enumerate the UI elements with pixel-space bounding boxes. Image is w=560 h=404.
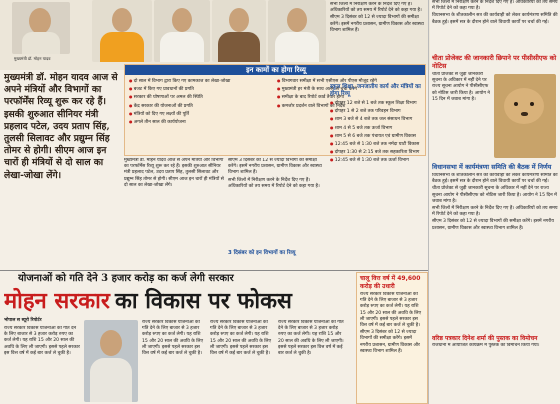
review-item: ● अगले तीन साल की कार्ययोजना — [129, 119, 269, 126]
minister-photo-1 — [92, 0, 152, 62]
headline-rest: का विकास पर फोकस — [114, 288, 292, 314]
body-text: सभी जिलों में निरीक्षण करने के निर्देश दिए गए हैं। अधिकारियों को तय समय में रिपोर्ट देने को कहा गया है। — [432, 0, 558, 12]
review-item: ● मंत्रियों को दिए गए लक्ष्यों की पूर्ति — [129, 111, 269, 118]
body-text: सभी जिलों में निरीक्षण करने के निर्देश दिए गए हैं। अधिकारियों को तय समय में रिपोर्ट देने को कहा गया है। — [432, 206, 558, 218]
assembly-headline: विधानसभा में कार्यमंत्रणा समिति की बैठक में निर्णय — [432, 163, 552, 171]
review-item: ● कमजोर प्रदर्शन वाले विभागों को निर्देश — [277, 103, 421, 110]
review-item: ● विभागवार समीक्षा में सभी एसीएस और पीएस मौजूद रहेंगे — [277, 78, 421, 85]
schedule-item: ● शाम 5 से 6 बजे तक पंचायत एवं ग्रामीण विकास — [330, 133, 426, 140]
bottom-col-3 — [210, 320, 274, 402]
column-divider — [428, 0, 429, 404]
review-box-title: इन कामों का होगा रिव्यू — [246, 66, 306, 74]
schedule-item: ● शाम 3 बजे से 4 बजे तक जल संसाधन विभाग — [330, 116, 426, 123]
review-item: ● मुख्यमंत्री हर मंत्री के साथ अलग से चर्चा करेंगे — [277, 86, 421, 93]
schedule-title: 3 दिसंबर को इन विभागों का रिव्यू — [228, 250, 296, 256]
book-text: राजधानी में आयोजित कार्यक्रम में पुस्तक का विमोचन किया गया। — [432, 342, 540, 348]
minister-photo-3 — [212, 0, 266, 62]
schedule-item: ● 12:45 बजे से 1:30 बजे तक नर्मदा घाटी विकास — [330, 141, 426, 148]
schedule-item: ● शाम 4 से 5 बजे तक ऊर्जा विभाग — [330, 125, 426, 132]
schedule-item: ● दोपहर 12 बजे से 1 बजे तक स्कूल शिक्षा विभाग — [330, 100, 426, 107]
book-headline: वरिष्ठ पत्रकार दिनेश शर्मा की पुस्तक का विमोचन — [432, 335, 538, 342]
borrowing-box — [356, 272, 428, 404]
body-text: सभी जिलों में निरीक्षण करने के निर्देश दिए गए हैं। अधिकारियों को तय समय में रिपोर्ट देने को कहा गया है। — [228, 177, 320, 189]
body-text: राज्य सरकार विकास योजनाओं को गति देने के लिए बाजार से 3 हजार करोड़ रुपए का कर्ज लेगी। यह राशि 15 और 20 साल की अवधि के लिए ली जाएगी। इससे पहले सरकार इस वित्त वर्ष में कई बार कर्ज ले चुकी है। — [210, 320, 272, 357]
bottom-col-2 — [142, 320, 206, 402]
body-text: राज्य सरकार विकास योजनाओं को गति देने के लिए बाजार से 3 हजार करोड़ रुपए का कर्ज लेगी। यह राशि 15 और 20 साल की अवधि के लिए ली जाएगी। इससे पहले सरकार इस वित्त वर्ष में कई बार कर्ज ले चुकी है। — [142, 320, 204, 357]
body-text: सीएम 3 दिसंबर को 12 से ज्यादा विभागों की समीक्षा करेंगे। इसमें नगरीय प्रशासन, ग्रामीण विकास और स्वास्थ्य विभाग शामिल हैं। — [360, 330, 420, 354]
bottom-photo — [84, 320, 138, 402]
body-text: सीएम 3 दिसंबर को 12 से ज्यादा विभागों की समीक्षा करेंगे। इसमें नगरीय प्रशासन, ग्रामीण विकास और स्वास्थ्य विभाग शामिल हैं। — [432, 219, 554, 231]
body-text: चीता प्रोजेक्ट से जुड़ी जानकारी सूचना के अधिकार में नहीं देने पर राज्य सूचना आयोग ने पीसीसीएफ को नोटिस जारी किया है। आयोग ने 15 दिन में जवाब मांगा है। — [432, 186, 557, 204]
review-left-list — [129, 78, 269, 127]
minister-photo-4 — [268, 0, 326, 62]
review-item: ● बजट में किए गए प्रावधानों की प्रगति — [129, 86, 269, 93]
review-item: ● समीक्षा के बाद रिपोर्ट कार्ड तैयार होगा — [277, 94, 421, 101]
headline-red: मोहन सरकार — [4, 288, 110, 314]
bottom-col-1 — [4, 326, 80, 402]
body-text: सभी जिलों में निरीक्षण करने के निर्देश दिए गए हैं। अधिकारियों को तय समय में रिपोर्ट देने को कहा गया है। — [330, 2, 422, 14]
review-item: ● सरकार की घोषणाओं पर अमल की स्थिति — [129, 94, 269, 101]
body-column-1 — [124, 158, 224, 248]
body-text: सीएम 3 दिसंबर को 12 से ज्यादा विभागों की समीक्षा करेंगे। इसमें नगरीय प्रशासन, ग्रामीण विकास और स्वास्थ्य विभाग शामिल हैं। — [330, 15, 424, 33]
lead-story-text: मुख्यमंत्री डॉ. मोहन यादव आज से अपने मंत्रियों और विभागों का परफॉर्मेंस रिव्यू शुरू कर रहे हैं। इसकी शुरुआत सीनियर मंत्री प्रहलाद पटेल, उदय प्रताप सिंह, तुलसी सिलावट और प्रद्युम्न सिंह तोमर से होगी। सीएम आज इन चारों ही मंत्रियों से दो साल का लेखा-जोखा लेंगे। — [4, 72, 118, 181]
schedule-heading: स्कूल शिक्षा, जनजातीय कार्य और मंत्रियों का होगा रिव्यू — [330, 84, 421, 97]
cm-photo — [12, 2, 70, 54]
body-text: राज्य सरकार विकास योजनाओं को गति देने के लिए बाजार से 3 हजार करोड़ रुपए का कर्ज लेगी। यह राशि 15 और 20 साल की अवधि के लिए ली जाएगी। इससे पहले सरकार इस वित्त वर्ष में कई बार कर्ज ले चुकी है। — [360, 292, 422, 329]
schedule-column — [330, 2, 426, 260]
bottom-col-4 — [278, 320, 344, 402]
minister-photo-2 — [154, 0, 210, 62]
bottom-kicker: योजनाओं को गति देने 3 हजार करोड़ का कर्ज लेगी सरकार — [18, 273, 234, 284]
body-column-2 — [228, 158, 326, 248]
borrowing-title: चालू वित्त वर्ष में 49,600 करोड़ की उधारी — [360, 275, 421, 290]
cheetah-headline: चीता प्रोजेक्ट की जानकारी छिपाने पर पीसीसीएफ को नोटिस — [432, 54, 557, 70]
assembly-text: विधानसभा के शीतकालीन सत्र की कार्यवाही को लेकर कार्यमंत्रणा समिति की बैठक हुई। इसमें सत्र के दौरान होने वाले विधायी कार्यों पर चर्चा की गई। — [432, 173, 558, 185]
body-text: राज्य सरकार विकास योजनाओं को गति देने के लिए बाजार से 3 हजार करोड़ रुपए का कर्ज लेगी। यह राशि 15 और 20 साल की अवधि के लिए ली जाएगी। इससे पहले सरकार इस वित्त वर्ष में कई बार कर्ज ले चुकी है। — [4, 326, 80, 356]
cheetah-photo — [494, 74, 556, 158]
schedule-item: ● दोपहर 1 से 2 बजे तक परिवहन विभाग — [330, 108, 426, 115]
schedule-item: ● 12:45 बजे से 1:30 बजे तक ऊर्जा विभाग — [330, 157, 426, 164]
lead-story — [4, 72, 122, 267]
cm-caption: मुख्यमंत्री डॉ. मोहन यादव — [14, 56, 51, 61]
review-item: ● दो साल में विभाग द्वारा किए गए कामकाज का लेखा-जोखा — [129, 78, 269, 85]
cheetah-text: चीता प्रोजेक्ट से जुड़ी जानकारी सूचना के अधिकार में नहीं देने पर राज्य सूचना आयोग ने पीसीसीएफ को नोटिस जारी किया है। आयोग ने 15 दिन में जवाब मांगा है। — [432, 72, 490, 102]
bottom-headline — [4, 287, 354, 315]
body-text: राज्य सरकार विकास योजनाओं को गति देने के लिए बाजार से 3 हजार करोड़ रुपए का कर्ज लेगी। यह राशि 15 और 20 साल की अवधि के लिए ली जाएगी। इससे पहले सरकार इस वित्त वर्ष में कई बार कर्ज ले चुकी है। — [278, 320, 344, 357]
right-column — [432, 0, 558, 404]
bottom-separator — [0, 270, 428, 271]
body-text: सीएम 3 दिसंबर को 12 से ज्यादा विभागों की समीक्षा करेंगे। इसमें नगरीय प्रशासन, ग्रामीण विकास और स्वास्थ्य विभाग शामिल हैं। — [228, 158, 322, 176]
bottom-byline: भोपाल स ब्यूरो रिपोर्टर — [4, 318, 42, 323]
schedule-box — [228, 250, 326, 270]
body-text: मुख्यमंत्री डॉ. मोहन यादव आज से अपने मंत्रियों और विभागों का परफॉर्मेंस रिव्यू शुरू कर रहे हैं। इसकी शुरुआत सीनियर मंत्री प्रहलाद पटेल, उदय प्रताप सिंह, तुलसी सिलावट और प्रद्युम्न सिंह तोमर से होगी। सीएम आज इन चारों ही मंत्रियों से दो साल का लेखा-जोखा लेंगे। — [124, 158, 224, 188]
schedule-item: ● दोपहर 1:30 से 2:15 बजे तक सहकारिता विभाग — [330, 149, 426, 156]
body-text: विधानसभा के शीतकालीन सत्र की कार्यवाही को लेकर कार्यमंत्रणा समिति की बैठक हुई। इसमें सत्र के दौरान होने वाले विधायी कार्यों पर चर्चा की गई। — [432, 13, 558, 25]
review-item: ● केंद्र सरकार की योजनाओं की प्रगति — [129, 103, 269, 110]
